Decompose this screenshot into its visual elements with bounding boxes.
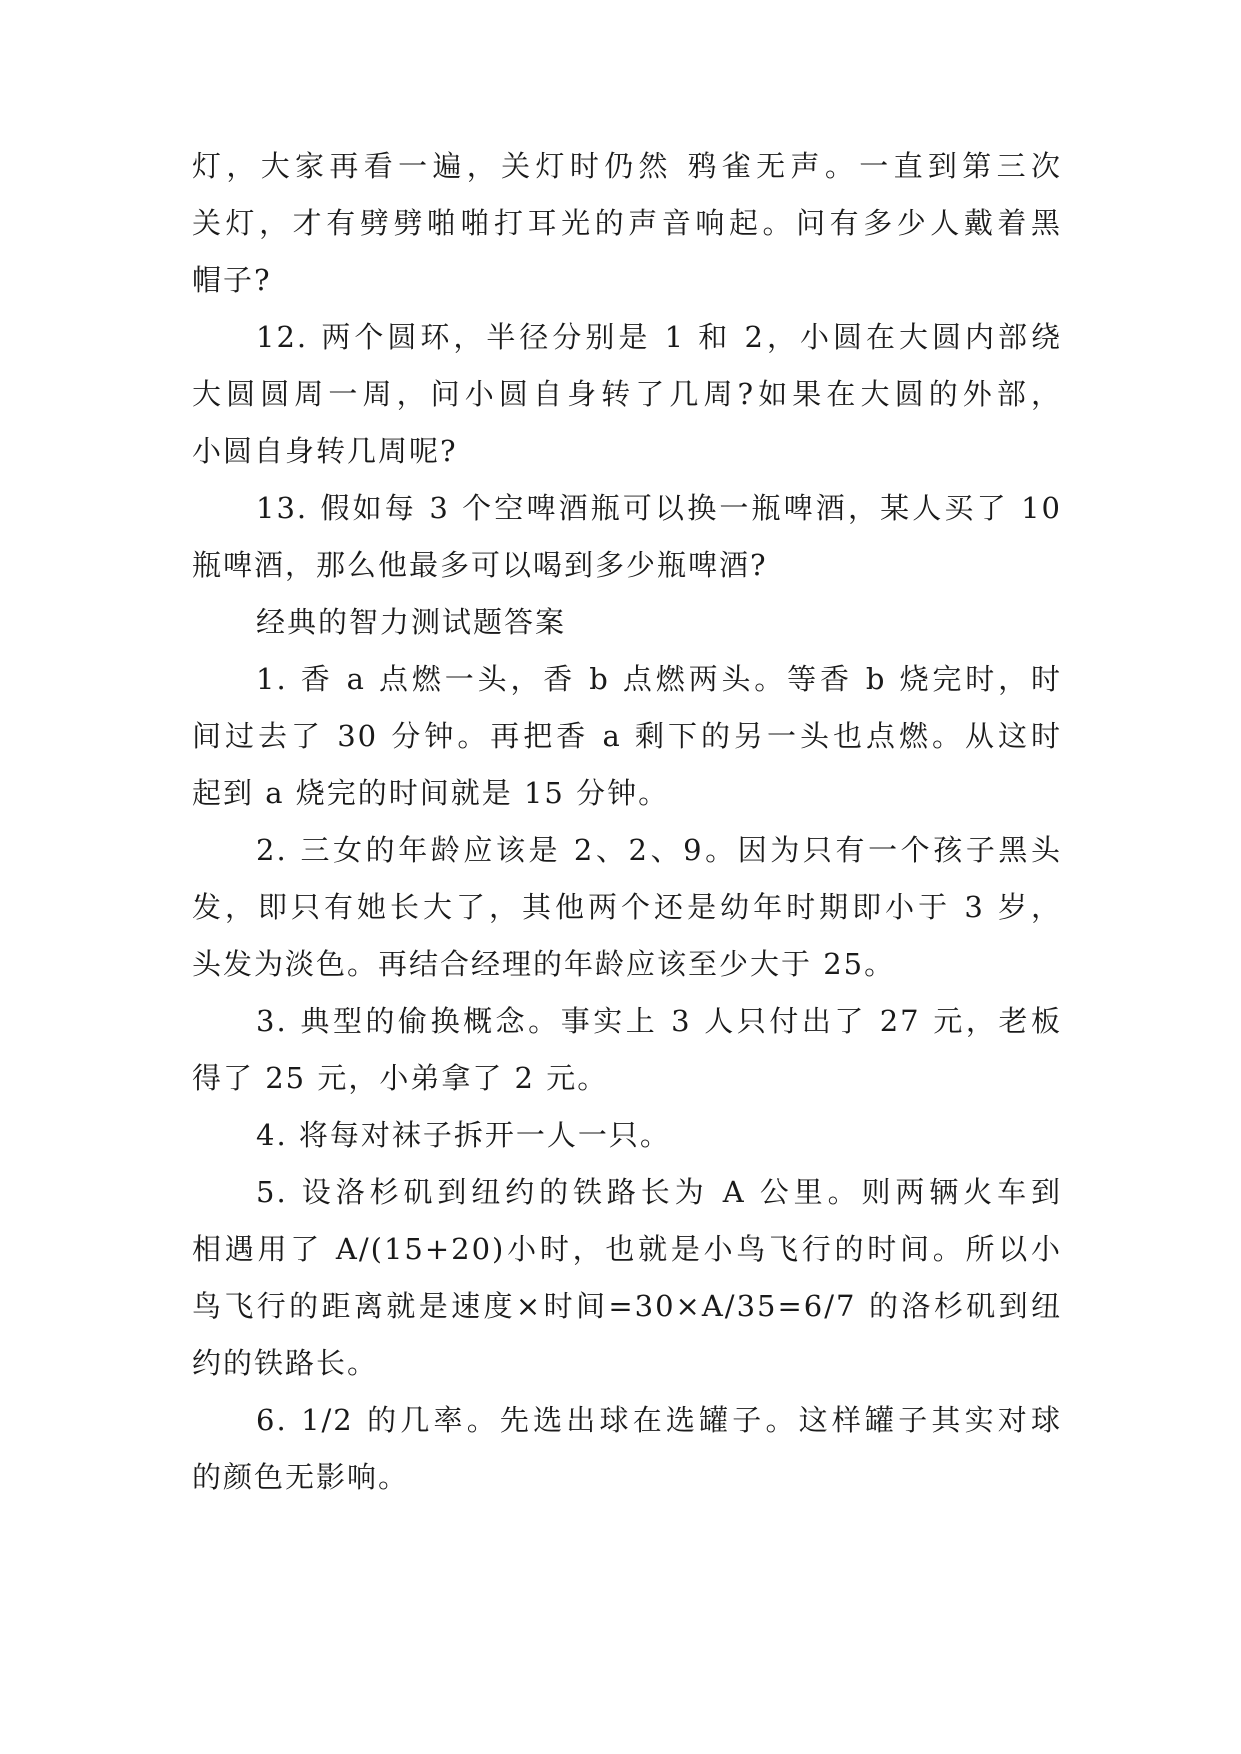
text-line: 帽子?	[192, 263, 272, 297]
question-13-line: 13. 假如每 3 个空啤酒瓶可以换一瓶啤酒，某人买了 10	[256, 491, 1062, 525]
text-line: 起到 a 烧完的时间就是 15 分钟。	[192, 776, 670, 810]
text-line: 大圆圆周一周，问小圆自身转了几周?如果在大圆的外部，	[192, 377, 1062, 411]
text-line: 得了 25 元，小弟拿了 2 元。	[192, 1061, 609, 1095]
question-12-line: 12. 两个圆环，半径分别是 1 和 2，小圆在大圆内部绕	[256, 320, 1062, 354]
answer-6-line: 6. 1/2 的几率。先选出球在选罐子。这样罐子其实对球	[256, 1403, 1062, 1437]
text-line: 鸟飞行的距离就是速度×时间=30×A/35=6/7 的洛杉矶到纽	[192, 1289, 1062, 1323]
text-line: 头发为淡色。再结合经理的年龄应该至少大于 25。	[192, 947, 896, 981]
text-line: 间过去了 30 分钟。再把香 a 剩下的另一头也点燃。从这时	[192, 719, 1062, 753]
text-line: 的颜色无影响。	[192, 1460, 410, 1494]
answer-5-line: 5. 设洛杉矶到纽约的铁路长为 A 公里。则两辆火车到	[256, 1175, 1062, 1209]
text-line: 关灯，才有劈劈啪啪打耳光的声音响起。问有多少人戴着黑	[192, 206, 1062, 240]
text-line: 小圆自身转几周呢?	[192, 434, 458, 468]
text-line: 瓶啤酒，那么他最多可以喝到多少瓶啤酒?	[192, 548, 768, 582]
answer-1-line: 1. 香 a 点燃一头，香 b 点燃两头。等香 b 烧完时，时	[256, 662, 1062, 696]
answer-3-line: 3. 典型的偷换概念。事实上 3 人只付出了 27 元，老板	[256, 1004, 1062, 1038]
answer-2-line: 2. 三女的年龄应该是 2、2、9。因为只有一个孩子黑头	[256, 833, 1062, 867]
answer-4-line: 4. 将每对袜子拆开一人一只。	[256, 1118, 671, 1152]
text-line: 约的铁路长。	[192, 1346, 379, 1380]
text-line: 灯，大家再看一遍，关灯时仍然 鸦雀无声。一直到第三次	[192, 149, 1062, 183]
text-line: 发，即只有她长大了，其他两个还是幼年时期即小于 3 岁，	[192, 890, 1062, 924]
text-line: 相遇用了 A/(15+20)小时，也就是小鸟飞行的时间。所以小	[192, 1232, 1062, 1266]
section-heading: 经典的智力测试题答案	[256, 605, 567, 639]
